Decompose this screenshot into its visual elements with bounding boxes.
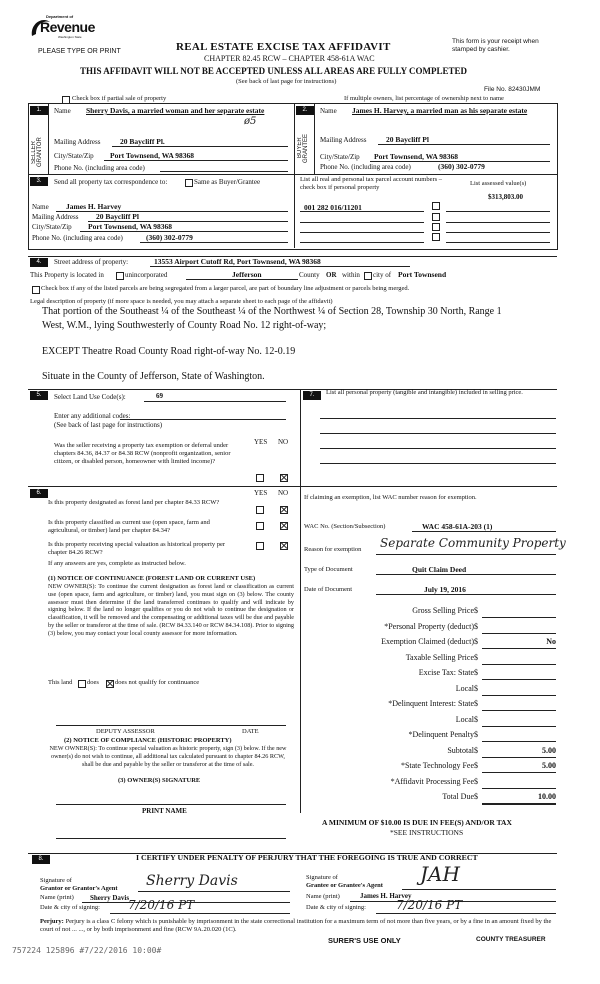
fee-value[interactable]: No (546, 637, 556, 646)
city-name[interactable]: Port Townsend (398, 270, 447, 279)
dollar-sign: $ (474, 792, 478, 801)
deputy-assessor: DEPUTY ASSESSOR (96, 728, 155, 735)
logo-small-bottom: Washington State (58, 35, 82, 39)
corr-phone-label: Phone No. (including area code) (32, 234, 123, 242)
forest-if-yes: If any answers are yes, complete as instructed below. (48, 560, 186, 567)
corr-mailing[interactable]: 20 Baycliff Pl (96, 212, 139, 221)
exemption-wac-note: If claiming an exemption, list WAC number reason for exemption. (304, 494, 477, 501)
fee-underline (482, 710, 556, 711)
buyer-city[interactable]: Port Townsend, WA 98368 (374, 152, 459, 161)
buyer-mailing-label: Mailing Address (320, 136, 367, 144)
perjury-note (40, 918, 556, 934)
parcel-3-checkbox[interactable] (432, 223, 440, 231)
seller-mailing[interactable]: 20 Baycliff Pl. (120, 137, 165, 146)
grantee-sig-label: Signature of (306, 874, 338, 881)
does-not-qualify-checkbox[interactable] (106, 680, 114, 688)
minimum-notice: A MINIMUM OF $10.00 IS DUE IN FEE(S) AND/OR TAX (322, 818, 512, 827)
reason-label: Reason for exemption (304, 546, 362, 553)
fee-row (326, 653, 556, 667)
dollar-sign: $ (474, 606, 478, 615)
fee-label: Excise Tax: State (418, 668, 474, 677)
legal-desc-label: Legal description of property (if more space is needed, you may attach a separate sheet to each page of the affidavit) (30, 298, 333, 305)
logo-text: Revenue (40, 19, 95, 35)
seller-city-label: City/State/Zip (54, 152, 94, 160)
seller-phone-label: Phone No. (including area code) (54, 164, 145, 172)
fee-row (326, 684, 556, 698)
grantor-sig-label-2: Grantor or Grantor's Agent (40, 885, 118, 892)
fee-row (326, 777, 556, 791)
grantor-signature[interactable]: Sherry Davis (146, 873, 238, 889)
grantor-sig-label: Signature of (40, 877, 72, 884)
forest-q2-yes[interactable] (256, 522, 264, 530)
within-word: within (342, 271, 360, 279)
exemption-no-header: NO (278, 438, 289, 446)
unincorporated-checkbox[interactable] (116, 272, 124, 280)
county-treasurer: COUNTY TREASURER (476, 936, 546, 943)
buyer-name-label: Name (320, 107, 337, 115)
assessed-header: List assessed value(s) (470, 180, 527, 187)
buyer-side-label: BUYER GRANTEE (297, 133, 309, 163)
parcel-number[interactable]: 001 282 016/11201 (304, 203, 362, 212)
fee-row (326, 761, 556, 775)
wac-label: WAC No. (Section/Subsection) (304, 523, 386, 530)
section-8-badge: 8. (32, 855, 50, 864)
dollar-sign: $ (474, 683, 478, 693)
notice-2-body: NEW OWNER(S): To continue special valuation as historic property, sign (3) below. If the new owner(s) do not wish to continue, all additional tax calculated pursuant to chapter 84.26 RCW, shall be due and payable by the seller or transferor at the time of sale. (49, 745, 287, 768)
forest-q3: Is this property receiving special valuation as historical property per chapter 84.26 RCW? (48, 541, 226, 556)
reason-handwritten[interactable]: Separate Community Property (380, 536, 566, 550)
forest-yes-header: YES (254, 489, 268, 497)
dollar-sign: $ (474, 621, 478, 631)
fee-row (326, 637, 556, 651)
buyer-city-label: City/State/Zip (320, 153, 360, 161)
perjury-label: Perjury: (40, 918, 64, 925)
fee-label: *Delinquent Interest: State (388, 699, 474, 708)
seller-side-label: SELLER GRANTOR (31, 137, 43, 167)
dollar-sign: $ (474, 714, 478, 724)
doc-type-label: Type of Document (304, 566, 353, 573)
fee-underline (482, 757, 556, 758)
legal-line-1: That portion of the Southeast ¼ of the Southeast ¼ of the Northwest ¼ of Section 28, Township 30 North, Range 1 (42, 306, 502, 317)
does-label: does (87, 679, 99, 686)
corr-city-label: City/State/Zip (32, 223, 72, 231)
fee-label: *Affidavit Processing Fee (390, 776, 474, 786)
fee-label: Total Due (442, 792, 474, 801)
fee-underline (482, 741, 556, 742)
same-as-buyer-checkbox[interactable] (185, 179, 193, 187)
fee-value[interactable]: 5.00 (542, 745, 556, 755)
buyer-mailing[interactable]: 20 Baycliff Pl (386, 135, 429, 144)
or-word: OR (326, 271, 337, 279)
correspondence-label: Send all property tax correspondence to: (54, 178, 168, 186)
forest-q1-yes[interactable] (256, 506, 264, 514)
fee-label: *Personal Property (deduct) (384, 621, 474, 631)
certify-statement: I CERTIFY UNDER PENALTY OF PERJURY THAT THE FOREGOING IS TRUE AND CORRECT (136, 853, 478, 862)
same-as-buyer-label: Same as Buyer/Grantee (194, 178, 261, 186)
street-address[interactable]: 13553 Airport Cutoff Rd, Port Townsend, WA 98368 (154, 257, 321, 266)
grantee-name-label: Name (print) (306, 893, 340, 900)
dollar-sign: $ (474, 761, 478, 770)
legal-line-2: West, W.M., lying Southwesterly of County Road No. 12 right-of-way; (42, 320, 327, 331)
forest-no-header: NO (278, 489, 289, 497)
land-use-see-back: (See back of last page for instructions) (54, 421, 163, 429)
land-use-code[interactable]: 69 (156, 392, 163, 400)
exemption-question: Was the seller receiving a property tax exemption or deferral under chapters 84.36, 84.37 or 84.38 RCW (nonprofit organization, senior citizen, or disabled person, homeowner with limited income)? (54, 442, 231, 465)
dollar-sign: $ (474, 776, 478, 786)
chapter-line: CHAPTER 82.45 RCW – CHAPTER 458-61A WAC (204, 54, 375, 63)
treasurer-use-only: SURER'S USE ONLY (328, 936, 401, 945)
multiple-owners-note: If multiple owners, list percentage of ownership next to name (344, 95, 504, 102)
fee-underline (482, 803, 556, 805)
segregated-checkbox[interactable] (32, 286, 40, 294)
parcel-4-checkbox[interactable] (432, 233, 440, 241)
parcel-header: List all real and personal tax parcel account numbers – check box if personal property (300, 176, 443, 191)
personal-property-label: List all personal property (tangible and intangible) included in selling price. (326, 389, 523, 396)
file-number: File No. 82430JMM (484, 86, 541, 93)
legal-line-3: EXCEPT Theatre Road County Road right-of-way No. 12-0.19 (42, 346, 296, 357)
grantee-name[interactable]: James H. Harvey (360, 892, 412, 900)
buyer-phone[interactable]: (360) 302-0779 (438, 162, 485, 171)
fee-row (326, 606, 556, 620)
see-back-top: (See back of last page for instructions) (236, 78, 337, 85)
fee-label: Local (455, 683, 474, 693)
section-4-badge: 4. (30, 258, 48, 267)
seller-city[interactable]: Port Townsend, WA 98368 (110, 151, 195, 160)
forest-q2: Is this property classified as current use (open space, farm and agricultural, or timber) land per chapter 84.34? (48, 519, 210, 534)
fee-row (326, 730, 556, 744)
fee-underline (482, 617, 556, 618)
fee-underline (482, 772, 556, 773)
dollar-sign: $ (474, 637, 478, 646)
logo-small-top: Department of (46, 14, 74, 19)
partial-sale-label: Check box if partial sale of property (72, 95, 167, 102)
street-label: Street address of property: (54, 258, 129, 266)
notice-2-title: (2) NOTICE OF COMPLIANCE (HISTORIC PROPERTY) (64, 737, 232, 744)
fee-label: Local (455, 714, 474, 724)
fee-label: *State Technology Fee (400, 761, 474, 770)
fee-value[interactable]: 5.00 (542, 761, 556, 770)
parcel-1-checkbox[interactable] (432, 202, 440, 210)
exemption-no-checkbox[interactable] (280, 474, 288, 482)
corr-name-label: Name (32, 203, 49, 211)
fee-underline (482, 664, 556, 665)
seller-name-note: ø5 (244, 116, 257, 127)
fee-underline (482, 726, 556, 727)
grantee-date-label: Date & city of signing: (306, 904, 366, 911)
deputy-date: DATE (242, 728, 259, 735)
fee-row (326, 622, 556, 636)
city-of-label: city of (373, 271, 392, 279)
buyer-phone-label: Phone No. (including area code) (320, 163, 411, 171)
seller-name-label: Name (54, 107, 71, 115)
doc-type[interactable]: Quit Claim Deed (412, 565, 467, 574)
segregated-label: Check box if any of the listed parcels are being segregated from a larger parcel, are part of boundary line adjustment or parcels being merged. (41, 285, 410, 292)
corr-city[interactable]: Port Townsend, WA 98368 (88, 222, 173, 231)
warning-line: THIS AFFIDAVIT WILL NOT BE ACCEPTED UNLESS ALL AREAS ARE FULLY COMPLETED (80, 66, 468, 76)
fee-underline (482, 788, 556, 789)
dollar-sign: $ (474, 730, 478, 739)
forest-q3-yes[interactable] (256, 542, 264, 550)
located-in-label: This Property is located in (30, 271, 104, 279)
parcel-2-checkbox[interactable] (432, 213, 440, 221)
exemption-yes-checkbox[interactable] (256, 474, 264, 482)
section-3-badge: 3. (30, 177, 48, 186)
fee-underline (482, 633, 556, 634)
cashier-stamp: 757224 125896 #7/22/2016 10:00# (12, 946, 162, 955)
city-checkbox[interactable] (364, 272, 372, 280)
does-qualify-checkbox[interactable] (78, 680, 86, 688)
please-type: PLEASE TYPE OR PRINT (38, 48, 121, 55)
dollar-sign: $ (474, 668, 478, 677)
county-name[interactable]: Jefferson (232, 270, 262, 279)
fee-label: Taxable Selling Price (405, 652, 474, 662)
fee-label: *Delinquent Penalty (408, 730, 474, 739)
section-2-badge: 2. (296, 106, 314, 115)
receipt-note: This form is your receipt when stamped by cashier. (452, 38, 539, 53)
seller-mailing-label: Mailing Address (54, 138, 101, 146)
fee-value[interactable]: 10.00 (538, 792, 556, 801)
section-6-badge: 6. (30, 489, 48, 498)
grantor-name-label: Name (print) (40, 894, 74, 901)
forest-q1-no[interactable] (280, 506, 288, 514)
county-word: County (299, 271, 320, 279)
legal-line-4: Situate in the County of Jefferson, State of Washington. (42, 371, 265, 382)
grantor-date[interactable]: 7/20/16 PT (128, 898, 195, 912)
forest-q1: Is this property designated as forest land per chapter 84.33 RCW? (48, 499, 220, 506)
corr-phone[interactable]: (360) 302-0779 (146, 233, 193, 242)
forest-q2-no[interactable] (280, 522, 288, 530)
corr-name[interactable]: James H. Harvey (66, 202, 122, 211)
doc-date-label: Date of Document (304, 586, 353, 593)
corr-mailing-label: Mailing Address (32, 213, 79, 221)
grantee-date[interactable]: 7/20/16 PT (396, 898, 463, 912)
dollar-sign: $ (474, 699, 478, 708)
grantor-date-label: Date & city of signing: (40, 904, 100, 911)
land-use-label: Select Land Use Code(s): (54, 393, 126, 401)
fee-underline (482, 679, 556, 680)
fee-underline (482, 648, 556, 649)
grantee-sig-label-2: Grantee or Grantee's Agent (306, 882, 383, 889)
print-name-label: PRINT NAME (142, 807, 187, 815)
perjury-text-2: ..., or by both imprisonment and fine (RCW 9A.20.020 (1C). (78, 926, 237, 933)
section-5-badge: 5. (30, 391, 48, 400)
revenue-logo (28, 14, 95, 42)
grantee-signature[interactable]: JAH (420, 862, 460, 886)
fee-row (326, 746, 556, 760)
perjury-text: Perjury is a class C felony which is punishable by imprisonment in the state correctional institution for a maximum term of not more than five years, or by a fine in an amount fixed by the court of not ... (40, 918, 552, 933)
assessed-value[interactable]: $313,803.00 (488, 193, 523, 201)
section-1-badge: 1. (30, 106, 48, 115)
dollar-sign: $ (474, 652, 478, 662)
grantor-name[interactable]: Sherry Davis (90, 894, 130, 902)
section-7-badge: 7. (303, 391, 321, 400)
doc-date[interactable]: July 19, 2016 (424, 585, 466, 594)
fee-row (326, 699, 556, 713)
does-not-label: does not qualify for continuance (115, 679, 200, 686)
wac-number[interactable]: WAC 458-61A-203 (1) (422, 522, 493, 531)
fee-underline (482, 695, 556, 696)
fee-row (326, 715, 556, 729)
owner-signature-label: (3) OWNER(S) SIGNATURE (118, 777, 201, 784)
fee-label: Exemption Claimed (deduct) (381, 637, 474, 646)
forest-q3-no[interactable] (280, 542, 288, 550)
dollar-sign: $ (474, 745, 478, 755)
unincorporated-label: unincorporated (125, 271, 168, 279)
exemption-yes-header: YES (254, 438, 268, 446)
fee-row (326, 792, 556, 806)
this-land-label: This land (48, 679, 73, 686)
fee-label: Gross Selling Price (412, 606, 474, 615)
notice-1-body: NEW OWNER(S): To continue the current designation as forest land or classification as current use (open space, farm and agriculture, or timber) land, you must sign on (3) below. The county assessor must then determine if the land transferred continues to qualify and will indicate by signing below. If the land no longer qualifies or you do not wish to continue the designation or classification, it will be removed and the compensating or additional taxes will be due and payable by the seller or transferor at the time of sale. (RCW 84.33.140 or RCW 84.34.108). Prior to signing (3) below, you may contact your local county assessor for more information. (48, 583, 294, 637)
additional-codes-label: Enter any additional codes: (54, 412, 131, 420)
notice-1-title: (1) NOTICE OF CONTINUANCE (FOREST LAND OR CURRENT USE) (48, 575, 256, 582)
buyer-name[interactable]: James H. Harvey, a married man as his separate estate (352, 106, 528, 115)
seller-name[interactable]: Sherry Davis, a married woman and her separate estate (86, 106, 265, 115)
page-title: REAL ESTATE EXCISE TAX AFFIDAVIT (176, 41, 391, 53)
fee-row (326, 668, 556, 682)
see-instructions: *SEE INSTRUCTIONS (390, 828, 464, 837)
fee-label: Subtotal (447, 745, 474, 755)
